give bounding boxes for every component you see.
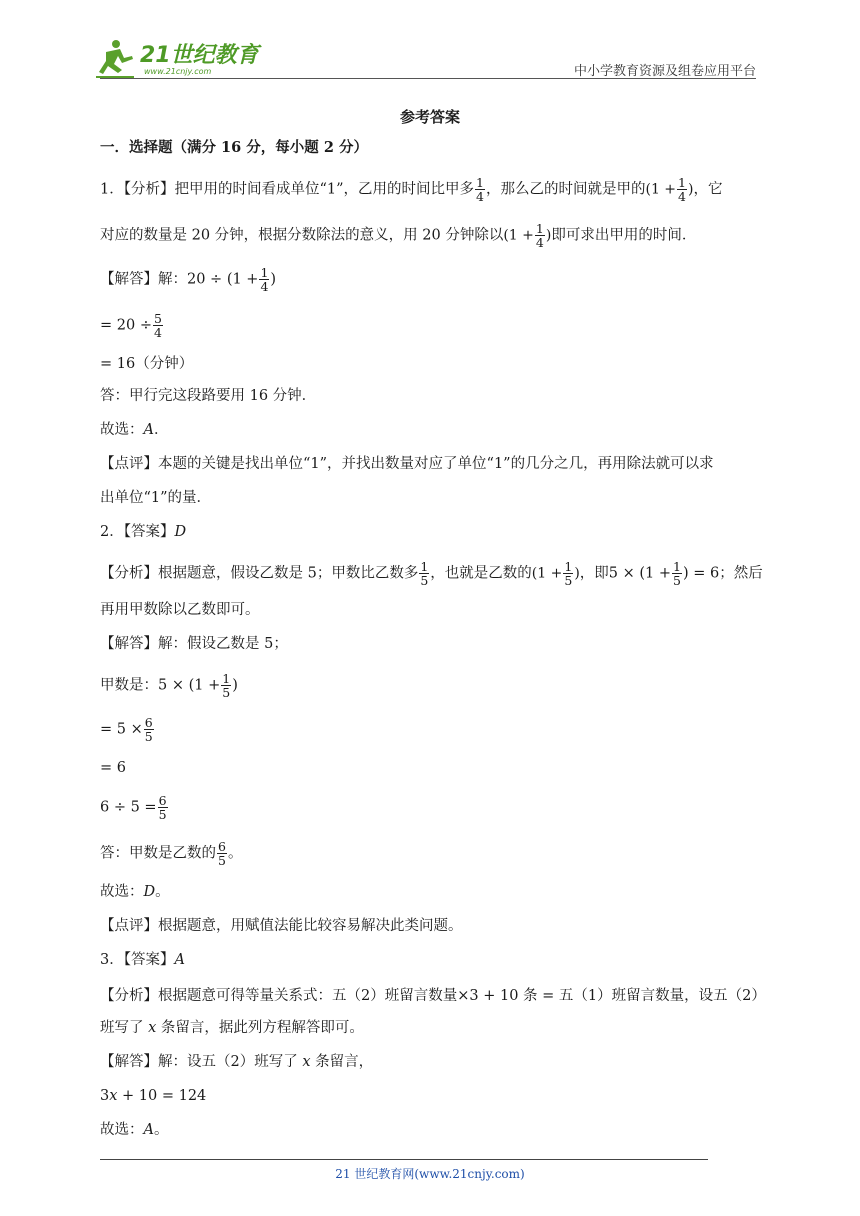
- fraction: $\frac{6}{5}$: [144, 715, 153, 744]
- q2-answer: 答：甲数是乙数的 $\frac{6}{5}$ 。: [100, 839, 243, 868]
- q3-equation: 3x + 10 = 124: [100, 1088, 207, 1104]
- q3-analysis-line1: 【分析】根据题意可得等量关系式：五（2）班留言数量×3 + 10 条 = 五（1）班留言数量，设五（2）: [100, 988, 766, 1004]
- fraction: $\frac{1}{4}$: [535, 221, 544, 250]
- q1-analysis-line1: 1．【分析】把甲用的时间看成单位“1”，乙用的时间比甲多 $\frac{1}{4}$ ，那么乙的时间就是甲的(1 + $\frac{1}{4}$ )，它: [100, 175, 723, 204]
- q2-comment: 【点评】根据题意，用赋值法能比较容易解决此类问题。: [100, 918, 463, 934]
- logo-url: www.21cnjy.com: [144, 67, 212, 76]
- q3-analysis-line2: 班写了 x 条留言，据此列方程解答即可。: [100, 1020, 364, 1036]
- q2-answer-head: 2．【答案】D: [100, 524, 187, 540]
- q2-analysis-line1: 【分析】根据题意，假设乙数是 5；甲数比乙数多 $\frac{1}{5}$ ，也就是乙数的(1 + $\frac{1}{5}$ )，即5 × (1 + $\frac{1}{5}$ ) = 6；然后: [100, 559, 763, 588]
- footer-text: 21 世纪教育网(www.21cnjy.com): [335, 1167, 525, 1181]
- q2-solution-line3: = 6: [100, 760, 126, 776]
- q3-choice: 故选：A。: [100, 1122, 169, 1138]
- q1-solution-line3: = 16（分钟）: [100, 356, 194, 372]
- q3-answer-head: 3．【答案】A: [100, 952, 185, 968]
- q2-analysis-line2: 再用甲数除以乙数即可。: [100, 602, 260, 618]
- q2-solution-line2: = 5 × $\frac{6}{5}$: [100, 715, 153, 744]
- fraction: $\frac{1}{5}$: [564, 559, 573, 588]
- fraction: $\frac{1}{4}$: [260, 265, 269, 294]
- page-title: 参考答案: [399, 108, 460, 126]
- footer-divider: [100, 1159, 708, 1160]
- fraction: $\frac{6}{5}$: [218, 839, 226, 868]
- q1-solution-line2: = 20 ÷ $\frac{5}{4}$: [100, 311, 162, 340]
- fraction: $\frac{1}{5}$: [420, 559, 429, 588]
- fraction: $\frac{6}{5}$: [158, 793, 167, 822]
- section-heading: 一．选择题（满分 16 分，每小题 2 分）: [100, 139, 368, 156]
- logo-text: 21世纪教育: [140, 43, 259, 68]
- fraction: $\frac{1}{5}$: [222, 671, 231, 700]
- fraction: $\frac{1}{4}$: [476, 175, 484, 204]
- fraction: $\frac{1}{5}$: [673, 559, 681, 588]
- q2-solution-line1: 甲数是：5 × (1 + $\frac{1}{5}$ ): [100, 671, 238, 700]
- q1-solution-line1: 【解答】解：20 ÷ (1 + $\frac{1}{4}$ ): [100, 265, 277, 294]
- fraction: $\frac{1}{4}$: [678, 175, 686, 204]
- platform-name: 中小学教育资源及组卷应用平台: [573, 64, 756, 79]
- q1-comment-line2: 出单位“1”的量．: [100, 490, 212, 506]
- site-logo: [94, 36, 262, 80]
- q2-solution-head: 【解答】解：假设乙数是 5；: [100, 636, 288, 652]
- q2-solution-line4: 6 ÷ 5 = $\frac{6}{5}$: [100, 793, 167, 822]
- q1-analysis-line2: 对应的数量是 20 分钟，根据分数除法的意义，用 20 分钟除以(1 + $\frac{1}{4}$ )即可求出甲用的时间．: [100, 221, 697, 250]
- q3-solution-head: 【解答】解：设五（2）班写了 x 条留言，: [100, 1054, 374, 1070]
- q2-choice: 故选：D。: [100, 884, 170, 900]
- q1-answer: 答：甲行完这段路要用 16 分钟．: [100, 388, 317, 404]
- fraction: $\frac{5}{4}$: [153, 311, 162, 340]
- q1-choice: 故选：A．: [100, 422, 169, 438]
- q1-comment-line1: 【点评】本题的关键是找出单位“1”，并找出数量对应了单位“1”的几分之几，再用除法就可以求: [100, 456, 714, 472]
- header-divider: [100, 78, 756, 79]
